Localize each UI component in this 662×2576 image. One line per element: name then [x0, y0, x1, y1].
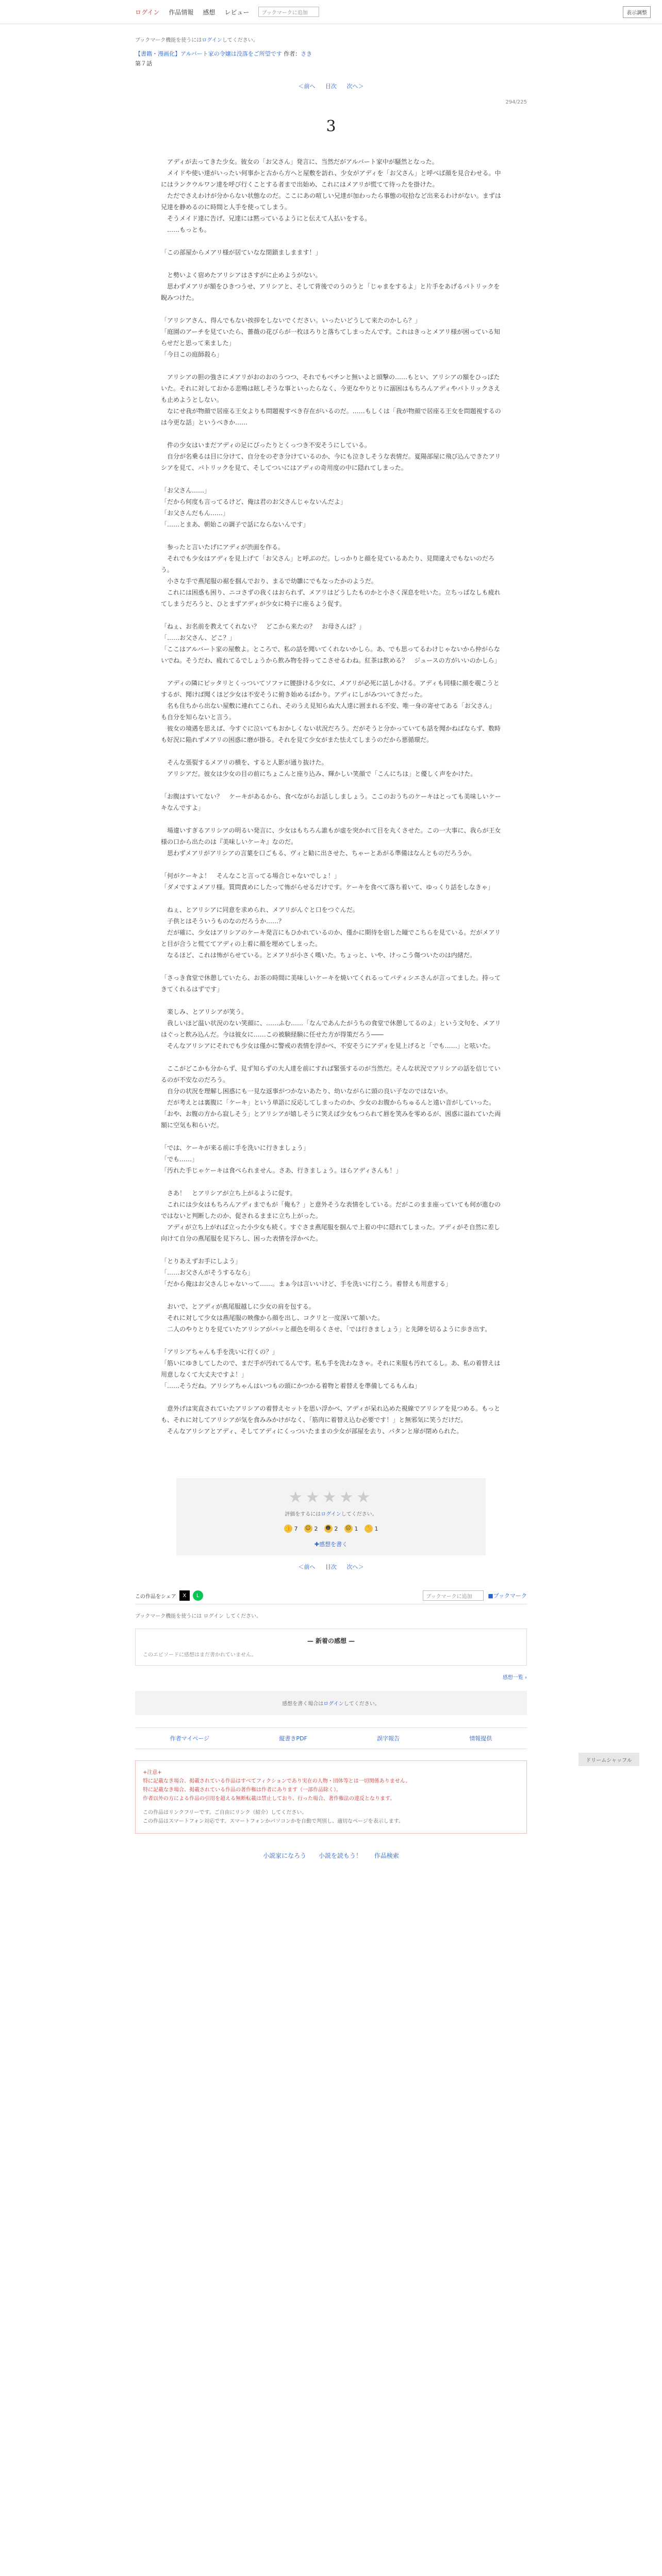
body-paragraph: [161, 1392, 501, 1403]
reaction-count: 2: [314, 1525, 318, 1532]
reaction-item[interactable]: [344, 1524, 358, 1533]
body-paragraph: アディの隣にピッタリとくっついてソファに腰掛ける少女に、メアリが必死に話しかける。アディも同様に顔を覗こうとするが、聞けば聞くほど少女は不安そうに俯き始めるばかり。アディにしがみついてきだった。: [161, 680, 500, 698]
novel-body: [161, 156, 501, 1437]
body-paragraph: [161, 360, 501, 371]
author-label: 作者：: [284, 50, 301, 57]
laugh-icon: ☻: [324, 1524, 333, 1533]
body-paragraph: メイドや使い達がいったい何事かと古から方へと屋敷を訪れ、少女がアディを「お父さん」と呼べば顔を見合わせる。中にはランクウルワン達を呼び行くことする者まで出始め、これにはメアリが慌てて待ったを掛けた。: [161, 170, 501, 188]
body-paragraph: と勢いよく宿めたアリシアはさすがに止めようがない。: [161, 272, 322, 279]
body-paragraph: 我しいほど温い状況のない笑顔に、……ふむ……「なんであんたがうちの食堂で休憩してるのよ」という文句を、メアリはぐっと飲み込んだ。今は彼女に……この被験経験に任せた方が得策だろう――: [161, 1020, 501, 1038]
reaction-item[interactable]: [365, 1524, 378, 1533]
body-paragraph: [161, 859, 501, 870]
body-paragraph: だが確に、少女はアリシアのケーキ発言にもひかれているのか、僅かに期待を宿した瞳でこちらを見ている。だがメアリと目が合うと慌ててアディの上着に顔を埋めてしまった。: [161, 929, 501, 947]
body-paragraph: [161, 779, 501, 791]
new-comments-title: — 新着の感想 —: [307, 1637, 355, 1645]
body-paragraph: そうメイド達に告げ、兄達には黙っているようにと伝えて人払いをする。: [161, 215, 371, 222]
body-paragraph: [161, 235, 501, 247]
body-paragraph: 思わずメアリがアリシアの言葉を口ごもる、ヴィと勧に出させた、ちゃーとあがる準備はなんとものだろうか。: [161, 850, 475, 857]
review-link[interactable]: レビュー: [224, 8, 250, 16]
dream-shuffle-button[interactable]: ドリームシャッフル: [578, 1753, 639, 1766]
body-paragraph: 参ったと言いたげにアディが渋面を作る。: [161, 544, 285, 551]
body-paragraph: アディが立ち上がれば立った小少女も続く。すぐさま燕尾服を掴んで上着の中に隠れてしまった。アディがそ自然に差し向けて自分の燕尾服を見下ろし、困った表情を浮かべた。: [161, 1224, 500, 1242]
body-paragraph: 二人のやりとりを見ていたアリシアがパッと顔色を明るくさせ、「では行きましょう」と先陣を切るように歩き出す。: [161, 1326, 491, 1333]
body-paragraph: 「だから俺はお父さんじゃないって……。まぁ今は言いいけど、手を洗いに行こう。着替えも用意する」: [161, 1280, 452, 1287]
info-provide-link[interactable]: 情報提供: [469, 1735, 492, 1742]
reaction-item[interactable]: [324, 1524, 338, 1533]
body-paragraph: それでも少女はアディを見上げて「お父さん」と呼ぶのだ。しっかりと顔を見ているあたり、見間違えでもないのだろう。: [161, 555, 495, 573]
notice-no-repost: 作者以外の方による作品の引用を超える無断転載は禁止しており、行った場合、著作権法の違反となります。: [143, 1796, 395, 1802]
body-paragraph: [161, 428, 501, 439]
body-paragraph: 「お父さんだもん……」: [161, 510, 229, 517]
body-paragraph: おいで、とアディが燕尾服越しに少女の肩を包する。: [161, 1303, 315, 1310]
cry-icon: ☹: [344, 1524, 353, 1533]
notice-smartphone: この作品はスマートフォン対応です。スマートフォンかパソコンかを自動で判別し、適切なページを表示します。: [143, 1819, 404, 1824]
work-title-link[interactable]: 【書籍・漫画化】アルバート家の令嬢は没落をご所望です: [135, 50, 282, 57]
rating-note: 評価をするにはログインしてください。: [285, 1512, 377, 1517]
bookmark-button[interactable]: ■ブックマーク: [488, 1592, 527, 1599]
rating-box: [176, 1478, 486, 1555]
main-content: [135, 36, 527, 1860]
body-paragraph: だが考えとは裏腹に「ケーキ」という単語に反応してしまったのか、少女のお腹からちゅるんと遠い音がしていった。「おや、お腹の方から寂しそう」とアリシアが嬉しそうに笑えば少女もつられて唇を笑みを零めるが、困惑に溢れていた両額に空気も和らいだ。: [161, 1099, 501, 1129]
smile-icon: ☺: [304, 1524, 312, 1533]
body-paragraph: 「ねぇ、お名前を教えてくれない？ どこから来たの？ お母さんは？」: [161, 623, 366, 630]
body-paragraph: [161, 1052, 501, 1063]
body-paragraph: そんなアリシアとアディ、そしてアディにくっついたままの少女が部屋を去り、パタンと扉が閉められた。: [161, 1428, 463, 1435]
next-link[interactable]: 次へ＞: [346, 83, 364, 90]
syosetu-link[interactable]: 小説家になろう: [263, 1852, 307, 1859]
body-paragraph: [161, 961, 501, 972]
body-paragraph: 「……お父さん、どこ？」: [161, 634, 236, 641]
footer-links: [135, 1727, 527, 1749]
body-paragraph: 「筋いにゆきしてしたので、まだ手が汚れてるんです。私も手を洗わなきゃ。それに来服も汚れてるし。あ、私の着替えは用意しなくて大丈夫ですよ！」: [161, 1360, 501, 1378]
body-paragraph: 「この部屋からメアリ様が居ていなな閉鎖ましまます！」: [161, 249, 322, 256]
body-paragraph: [161, 1290, 501, 1301]
body-paragraph: 「庭園のアーチを見ていたら、薔薇の花びらが一枚ほろりと落ちてしまったんです。これはきっとメアリ様が困っている知らせだと思って来ました」: [161, 328, 501, 347]
body-paragraph: [161, 1176, 501, 1188]
search-works-link[interactable]: 作品検索: [374, 1852, 399, 1859]
page-count: 294/225: [505, 99, 527, 105]
reaction-item[interactable]: [284, 1524, 298, 1533]
body-paragraph: これには困惑も困り、ニコさずの我くはおられず、メアリはどうしたものかと小さく深息を吐いた。立ちっぱなしも疲れてしまうだろうと、ひとまずアディが少女に椅子に座るよう促す。: [161, 589, 501, 607]
body-paragraph: [161, 995, 501, 1006]
body-paragraph: 「汚れた手じゃケーキは食べられません。さあ、行きましょう。ほらアディさんも！」: [161, 1167, 402, 1174]
body-paragraph: 子供とはそういうものなのだろうか……？: [161, 918, 285, 925]
body-paragraph: 自分が名乗るは目に分けて、自分をのぞき分けているのか、今にも泣きしそうな表情だ。夏陽部屋に飛び込んできたアリシアを見て、パトリックを見て、そしてついにはアディの奇用度の中に隠れてしまった。: [161, 453, 501, 471]
body-paragraph: 「……そうだね。アリシアちゃんはいつもの頭にかつかる着物と着替えを準備してるもんね」: [161, 1382, 421, 1389]
notice-link-free: この作品はリンクフリーです。ご自由にリンク（紹介）してください。: [143, 1810, 307, 1816]
body-paragraph: そんな張裂するメアリの横を、すると人影が通り抜けた。: [161, 759, 328, 766]
episode-number: 第７話: [135, 60, 152, 67]
body-paragraph: 「でも……」: [161, 1156, 198, 1163]
body-paragraph: [161, 745, 501, 757]
line-share-icon[interactable]: L: [193, 1590, 203, 1601]
body-paragraph: 場違いすぎるアリシアの明るい発言に、少女はもちろん誰もが虚を突かれて目を丸くさせた。この一大事に、我らが王女様の口から出たのは『美味しいケーキ』なのだ。: [161, 827, 501, 845]
chapter-number: 3: [326, 117, 336, 135]
notice-heading: +注意+: [143, 1770, 162, 1775]
body-paragraph: アリシアだ。彼女は少女の目の前にちょこんと座り込み、輝かしい笑顔で「こんにちは」と優しく声をかけた。: [161, 770, 477, 777]
reaction-item[interactable]: [304, 1524, 318, 1533]
body-paragraph: ねぇ、とアリシアに同意を求められ、メアリがんぐと口をつぐんだ。: [161, 906, 359, 913]
body-paragraph: なにせ我が物顔で居座る王女よりも問題視すべき存在がいるのだ。……もしくは「我が物顔で居座る王女を問題視するのは今更な話」というべきか……: [161, 408, 501, 426]
body-paragraph: 思わずメアリが額をひきつうせ、アリシアと、そして背後でのうのうと「じゃまをするよ」と片手をあげるパトリックを睨みつけた。: [161, 283, 500, 301]
pager-bottom: [135, 1563, 527, 1571]
body-paragraph: 「では、ケーキが来る前に手を洗いに行きましょう」: [161, 1144, 310, 1151]
login-link[interactable]: ログイン: [135, 8, 160, 16]
bookmark-login-note-bottom: ブックマーク機能を使うには ログイン してください。: [135, 1604, 527, 1619]
body-paragraph: [161, 1335, 501, 1346]
body-paragraph: 彼女の境遇を思えば、今すぐに泣いてもおかしくない状況だろう。だがそうと分かっていても話を聞かねばならず、数時も好況に陥れずメアリの困惑に磨が掛る。それを見て少女がまた怯えてしまうのだから悪循環だ。: [161, 725, 501, 743]
display-settings-button[interactable]: 表示調整: [623, 6, 651, 18]
body-paragraph: さあ！ とアリシアが立ち上がるように促す。: [161, 1190, 296, 1197]
comment-login-box: 感想を書く場合はログインしてください。: [135, 1691, 527, 1715]
body-paragraph: そんなアリシアにそれでも少女は僅かに警戒の表情を浮かべ、不安そうにアディを見上げると「でも……」と呟いた。: [161, 1042, 494, 1049]
body-paragraph: ただでさえわけが分からない状態なのだ。ここにあの喧しい兄達が加わったら事態の収拾など出来るわけがない。まずは兄達を静めるのに時間と人手を使ってしまう。: [161, 192, 501, 211]
rating-login-link[interactable]: ログイン: [321, 1512, 341, 1517]
body-paragraph: 「とりあえずお手にしよう」: [161, 1258, 242, 1265]
reaction-count: 1: [354, 1525, 358, 1532]
yomou-link[interactable]: 小説を読もう！: [318, 1852, 362, 1859]
toc-link-bottom[interactable]: 目次: [325, 1564, 337, 1570]
comments-list-link[interactable]: 感想一覧 ›: [502, 1675, 527, 1681]
notice-box: [135, 1760, 527, 1834]
body-paragraph: ここがどこかも分からず、見ず知らずの大人達を前にすれば緊張するのが当然だ。そんな状況でアリシアの話を信じているのが不安なのだろう。: [161, 1065, 501, 1083]
body-paragraph: 楽しみ、とアリシアが笑う。: [161, 1008, 248, 1015]
bookmark-controls: [423, 1590, 527, 1601]
body-paragraph: [161, 814, 501, 825]
body-paragraph: [161, 1244, 501, 1256]
bookmark-login-link[interactable]: ログイン: [202, 38, 222, 43]
works-info-link[interactable]: 作品情報: [169, 8, 194, 16]
bookmark-add-field[interactable]: ブックマークに追加: [258, 7, 319, 17]
body-paragraph: 「ダメですよメアリ様。質問責めにしたって怖がらせるだけです。ケーキを食べて落ち着いて、ゆっくり話をしなきゃ」: [161, 884, 494, 891]
body-paragraph: ……もっとも。: [161, 226, 211, 233]
reaction-count: 2: [334, 1525, 338, 1532]
notice-copyright: 特に記載なき場合、掲載されている作品の著作権は作者にあります（一部作品除く）。: [143, 1787, 341, 1793]
next-link-bottom[interactable]: 次へ＞: [346, 1564, 364, 1570]
body-paragraph: 「さっき食堂で休憩していたら、お茶の時間に美味しいケーキを焼いてくれるってパティシエさんが言ってました。持ってきてくれるはずです」: [161, 974, 501, 993]
body-paragraph: それに対して少女は燕尾服の映像から顔を出し、コクリと一度深いて頷いた。: [161, 1314, 384, 1321]
notice-fiction: 特に記載なき場合、掲載されている作品はすべてフィクションであり実在の人物・団体等とは一切関係ありません。: [143, 1778, 411, 1784]
share-label: この作品をシェア: [135, 1594, 176, 1600]
reaction-count: 1: [374, 1525, 378, 1532]
vertical-pdf-link[interactable]: 縦書きPDF: [279, 1735, 307, 1742]
body-paragraph: 「アリシアさん、得んでもない挨拶をしないでください。いったいどうして来たのかしら？」: [161, 317, 421, 324]
body-paragraph: [161, 1131, 501, 1142]
share-row: [135, 1590, 527, 1601]
prev-link[interactable]: ＜前へ: [298, 83, 316, 90]
reaction-count: 7: [294, 1525, 298, 1532]
comment-login-link[interactable]: ログイン: [323, 1701, 344, 1707]
typo-report-link[interactable]: 誤字報告: [377, 1735, 400, 1742]
body-paragraph: これには少女はもちろんアディまでもが「俺も？」と意外そうな表情をしている。だがこのまま座っていても何が進むのではないと判断したのか、促されるままに立ち上がった。: [161, 1201, 501, 1219]
body-paragraph: 「お父さん……」: [161, 487, 211, 494]
work-title-row: [135, 49, 527, 58]
body-paragraph: 「何がケーキよ！ そんなこと言ってる場合じゃないでしょ！」: [161, 872, 341, 879]
body-paragraph: [161, 666, 501, 677]
clap-icon: ✋: [365, 1524, 373, 1533]
body-paragraph: 「……お父さんがそうするなら」: [161, 1269, 254, 1276]
pager-top: [135, 82, 527, 90]
body-paragraph: [161, 258, 501, 269]
reaction-list: [176, 1524, 486, 1533]
no-comments-text: このエピソードに感想はまだ書かれていません。: [143, 1652, 257, 1658]
body-paragraph: 「今日この庭師殺ら」: [161, 351, 223, 358]
body-paragraph: 「……とまあ、朝始この調子で話にならないんです」: [161, 521, 309, 528]
thumbs-up-icon: 👍: [284, 1524, 292, 1533]
bookmark-login-note: ブックマーク機能を使うにはログインしてください。: [135, 38, 258, 43]
body-paragraph: 「お腹はすいてない？ ケーキがあるから、食べながらお話ししましょう。ここのおうちのケーキはとっても美味しいケーキなんですよ」: [161, 793, 501, 811]
body-paragraph: [161, 609, 501, 621]
body-paragraph: なるほど、これは怖がらせている。とメアリが小さく嘆いた。ちょっと、いや、けっこう傷ついたのは内緒だ。: [161, 952, 476, 959]
body-paragraph: [161, 893, 501, 904]
body-paragraph: [161, 530, 501, 541]
body-paragraph: [161, 303, 501, 315]
author-mypage-link[interactable]: 作者マイページ: [170, 1735, 210, 1742]
top-nav: [0, 0, 662, 24]
author-link[interactable]: さき: [301, 50, 312, 57]
body-paragraph: [161, 473, 501, 485]
body-paragraph: アディが去ってきた少女。彼女の「お父さん」発言に、当然だがアルバート家中が騒然となった。: [161, 158, 438, 165]
body-paragraph: 自分の状況を理解し困惑にも一見な返事がつかないあたり、幼いながらに頭の良い子なのではないか。: [161, 1088, 452, 1095]
new-comments-box: [135, 1629, 527, 1666]
body-paragraph: 名も住ちから出ない屋敷に連れてこられ、そのうえ見知らぬ大人達に囲まれる不安、唯一身の寄せてある「お父さん」も自分を知らないと言う。: [161, 702, 495, 721]
body-paragraph: 意外げは実直されていたアリシアの着替えセットを思い浮かべ、アディが呆れ込めた視線でアリシアを見つめる。もっとも、それに対してアリシアが気を食みみかけがなく、「筋肉に着替え込む必要です！」と無邪気に笑うだけだ。: [161, 1405, 501, 1423]
write-review-link[interactable]: ✚感想を書く: [314, 1541, 348, 1548]
prev-link-bottom[interactable]: ＜前へ: [298, 1564, 316, 1570]
x-share-icon[interactable]: X: [179, 1590, 190, 1601]
toc-link[interactable]: 目次: [325, 83, 337, 90]
bookmark-add-field-bottom[interactable]: ブックマークに追加: [423, 1590, 484, 1601]
thoughts-link[interactable]: 感想: [203, 8, 216, 16]
bottom-site-links: [135, 1851, 527, 1860]
body-paragraph: 「アリシアちゃんも手を洗いに行くの？」: [161, 1348, 278, 1355]
body-paragraph: 小さな手で燕尾服の裾を掴んでおり、まるで幼雛にでもなったかのようだ。: [161, 578, 377, 585]
rating-stars[interactable]: ★★★★★: [288, 1488, 374, 1506]
body-paragraph: 件の少女はいまだアディの足にぴったりとくっつき不安そうにしている。: [161, 442, 371, 449]
body-paragraph: アリシアの胆の強さにメアリがおのおのうつつ、それでもベチンと無いよと頭撃の……もとい、アリシアの額をひっぱたいた。それに対しておかる悲鳴は眩しそうな事といったらなく、今更なやりとりに溺困はもちろんアディやパトリックさえも止めようとしない。: [161, 374, 501, 403]
body-paragraph: 「ここはアルバート家の屋敷よ。ところで、私の話を聞いてくれないかしら。あ、でも思ってるわけじゃないから仲がらないでね。そうだわ、疲れてるでしょうから飲み物を持ってこさせるわね。紅茶は飲める？ ジュースの方がいいのかしら」: [161, 646, 501, 664]
body-paragraph: 「だから何度も言ってるけど、俺は君のお父さんじゃないんだよ」: [161, 498, 347, 505]
